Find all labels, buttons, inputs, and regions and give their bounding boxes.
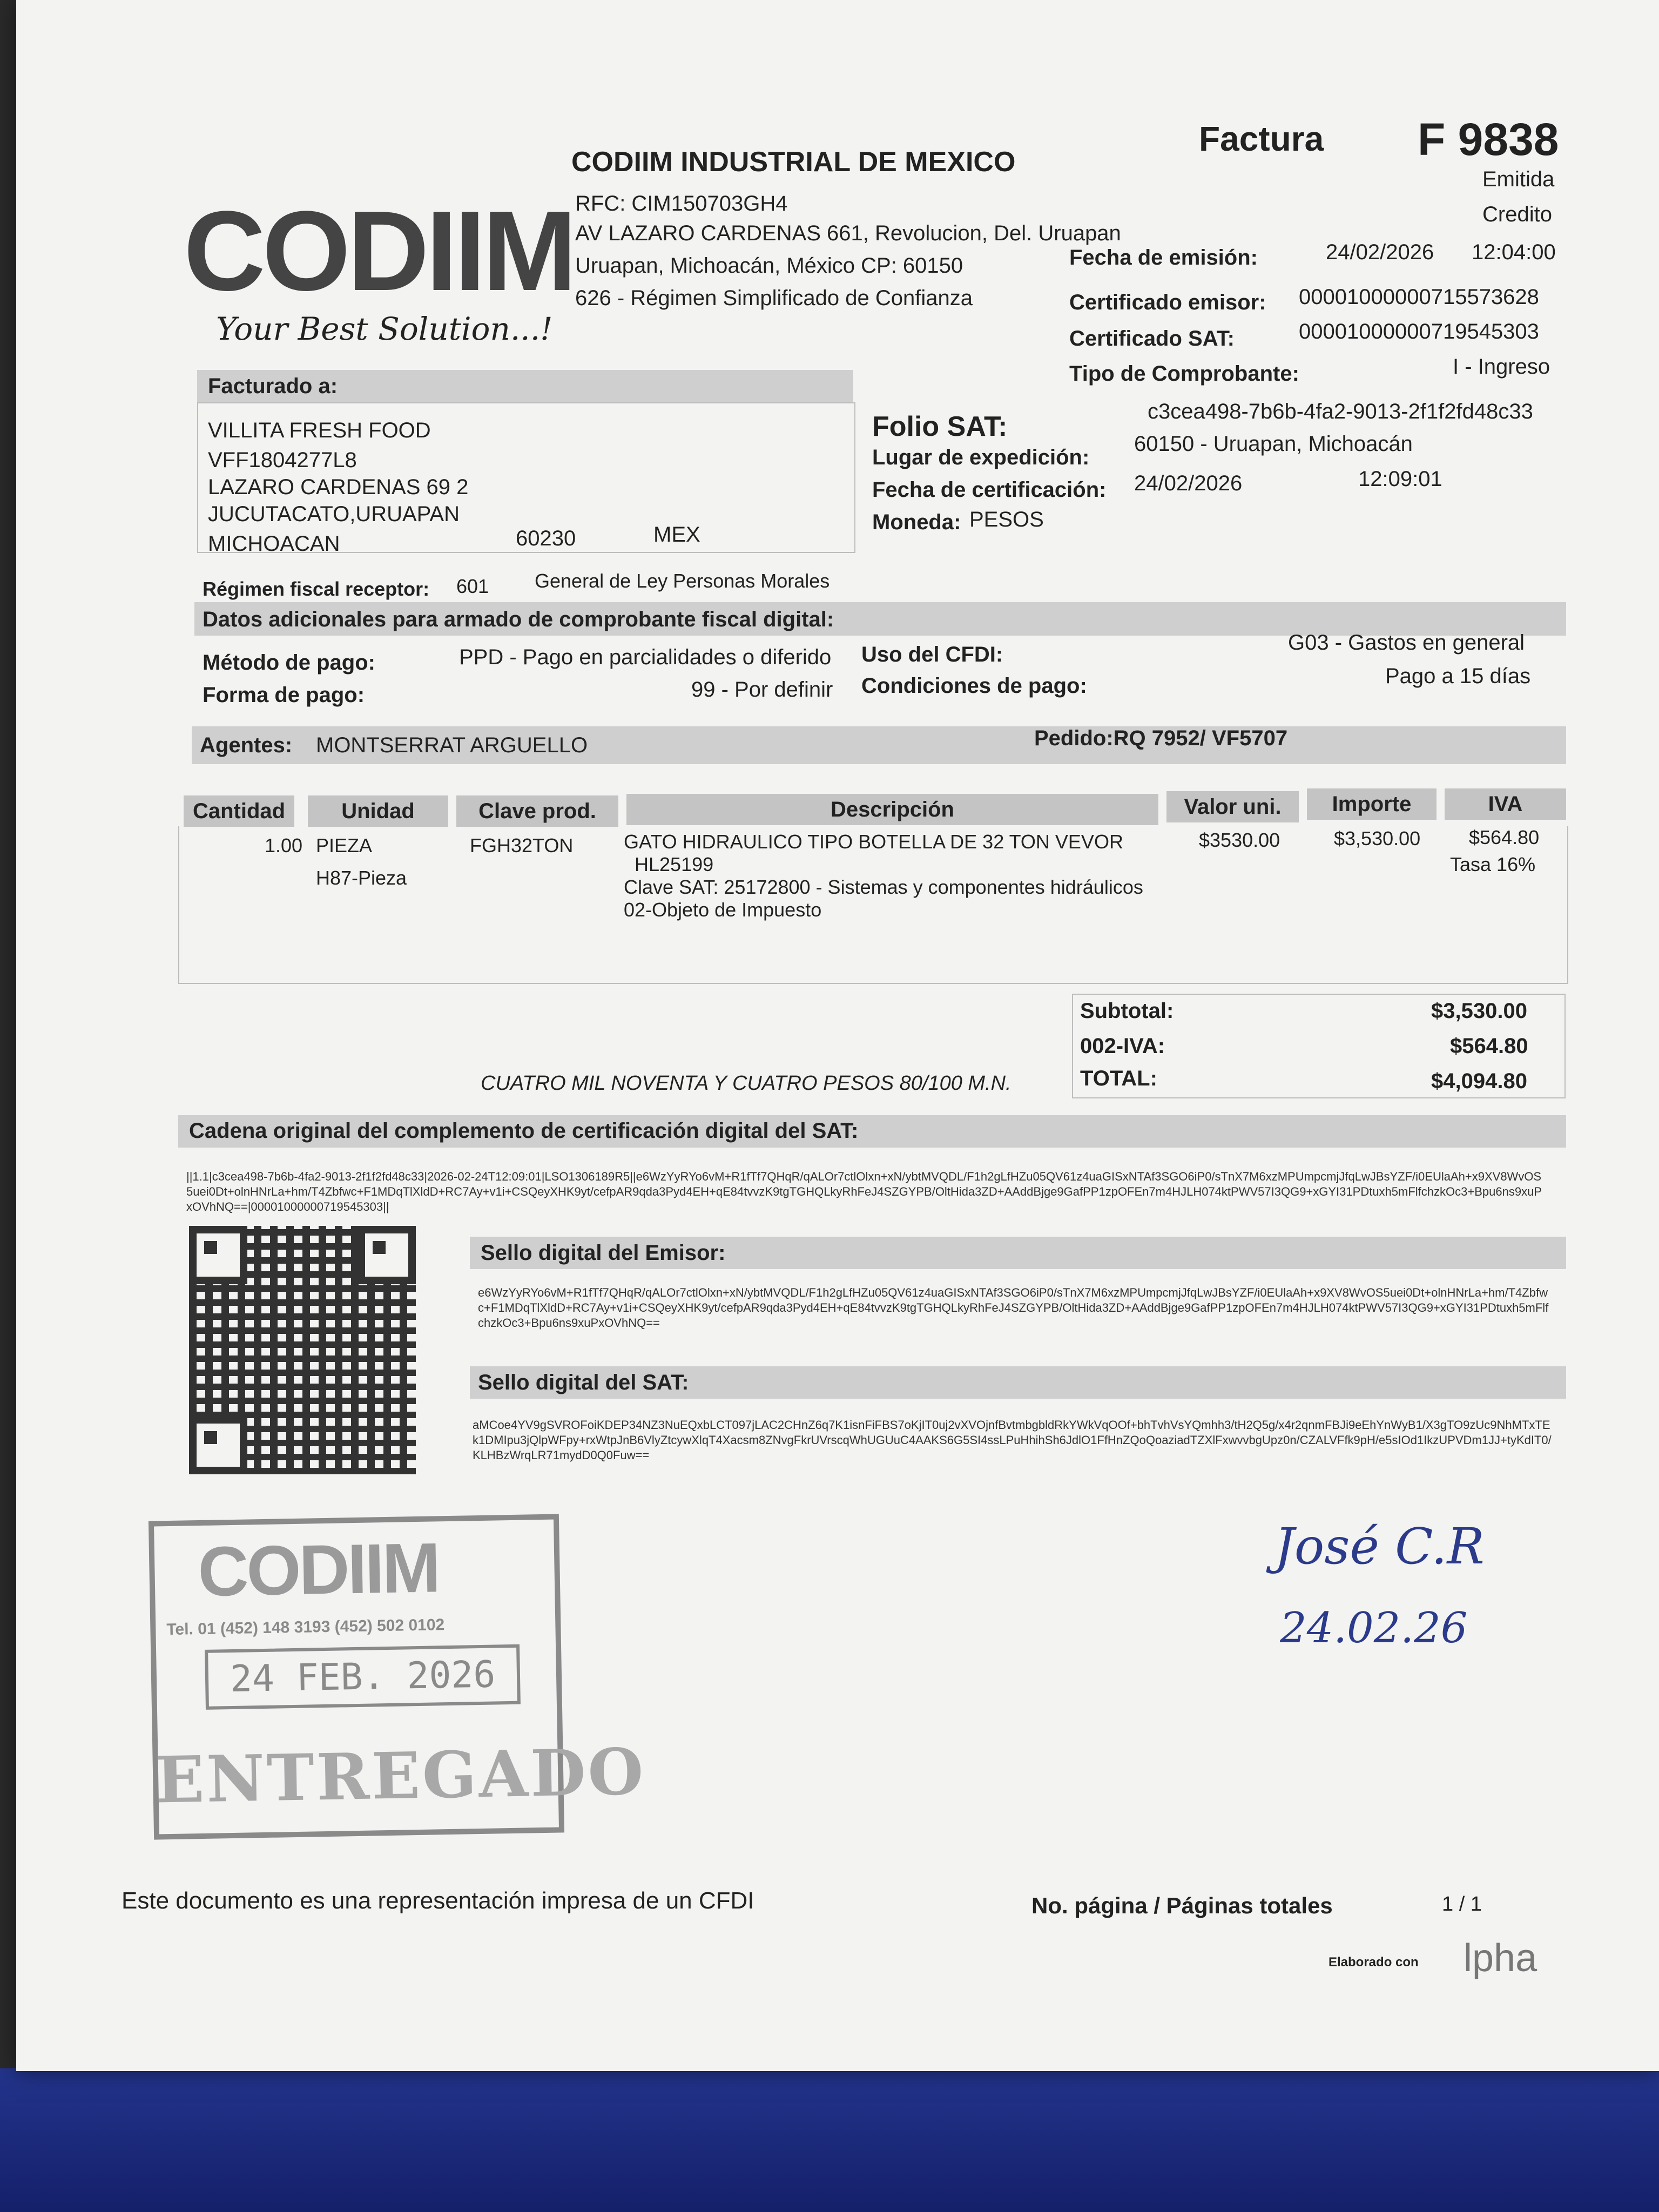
regimen-label: Régimen fiscal receptor: <box>203 578 430 600</box>
item-importe: $3,530.00 <box>1334 827 1421 849</box>
iva-label: 002-IVA: <box>1080 1034 1165 1058</box>
condiciones-label: Condiciones de pago: <box>861 674 1087 698</box>
stamp-status: ENTREGADO <box>155 1734 646 1818</box>
iva-value: $564.80 <box>1450 1034 1528 1058</box>
pages-label: No. página / Páginas totales <box>1031 1893 1333 1918</box>
alpha-logo: lpha <box>1464 1937 1537 1980</box>
invoice-paper <box>16 0 1659 2071</box>
pages-value: 1 / 1 <box>1442 1893 1482 1916</box>
folio-label: Folio SAT: <box>872 411 1008 442</box>
sello-sat-text: aMCoe4YV9gSVROFoiKDEP34NZ3NuEQxbLCT097jLAC2CHnZ6q7K1isnFiFBS7oKjIT0uj2vXVOjnfBvtmbgbldRkYWkVqOOf+bhTvhVsYQmhh3/tH2Q5g/x4r2qnmFBJi9eEhYnWyB1/X3gTO9zUc9NhMTxTEk1DMIpu3jQlpWFpy+rxWtpJnB6VlyZtcywXlqT4Xacsm8ZNvgFkrUVrscqWhUGUuC4AAKS6G5SI4ssLPuHhihSh6JdlO1FfHnZQoQoaziadTZXlFxwvvbgUpz0n/CZALVFfk9pH/e5sIOd1IkzUPVDm1JJ+tyKdIT0/KLHBzWrqLR71mydD0Q0Fuw== <box>473 1418 1552 1462</box>
moneda-value: PESOS <box>969 508 1044 531</box>
item-tasa: Tasa 16% <box>1450 853 1536 875</box>
signature-name: José C.R <box>1274 1518 1485 1575</box>
cert-sat-label: Certificado SAT: <box>1069 327 1235 350</box>
company-logo: CODIIM <box>184 187 574 314</box>
fecha-emision-time: 12:04:00 <box>1472 240 1556 264</box>
company-slogan: Your Best Solution...! <box>216 311 553 347</box>
col-descripcion: Descripción <box>626 794 1158 825</box>
additional-title: Datos adicionales para armado de comprobante fiscal digital: <box>203 608 834 631</box>
item-desc-2: HL25199 <box>635 853 714 875</box>
made-with-label: Elaborado con <box>1328 1955 1419 1970</box>
client-cp: 60230 <box>516 527 576 550</box>
total-in-words: CUATRO MIL NOVENTA Y CUATRO PESOS 80/100 M.N. <box>481 1072 1011 1095</box>
sello-emisor-title: Sello digital del Emisor: <box>481 1241 726 1265</box>
item-iva: $564.80 <box>1469 826 1540 848</box>
stamp-tel: Tel. 01 (452) 148 3193 (452) 502 0102 <box>166 1616 445 1639</box>
fecha-emision-date: 24/02/2026 <box>1326 240 1434 264</box>
lugar-value: 60150 - Uruapan, Michoacán <box>1134 432 1413 456</box>
client-city: JUCUTACATO,URUAPAN <box>208 502 460 526</box>
stamp-date: 24 FEB. 2026 <box>205 1644 521 1710</box>
agentes-value: MONTSERRAT ARGUELLO <box>316 733 588 757</box>
folio-value: c3cea498-7b6b-4fa2-9013-2f1f2fd48c33 <box>1148 400 1533 423</box>
background-fabric <box>0 2068 1659 2212</box>
uso-value: G03 - Gastos en general <box>1288 631 1525 655</box>
cert-sat-value: 00001000000719545303 <box>1299 320 1539 343</box>
client-title: Facturado a: <box>208 374 338 398</box>
col-unidad: Unidad <box>308 795 448 827</box>
tipo-value: I - Ingreso <box>1453 355 1550 379</box>
col-clave: Clave prod. <box>456 795 618 827</box>
forma-label: Forma de pago: <box>203 683 365 707</box>
col-importe: Importe <box>1307 788 1437 820</box>
client-street: LAZARO CARDENAS 69 2 <box>208 475 469 499</box>
agentes-label: Agentes: <box>200 733 293 757</box>
doc-number: F 9838 <box>1418 114 1559 165</box>
sello-sat-title: Sello digital del SAT: <box>478 1371 689 1394</box>
col-cantidad: Cantidad <box>184 795 294 827</box>
doc-status: Emitida <box>1482 167 1555 191</box>
cert-emisor-value: 00001000000715573628 <box>1299 285 1539 309</box>
item-desc-1: GATO HIDRAULICO TIPO BOTELLA DE 32 TON VEVOR <box>624 831 1123 853</box>
company-name: CODIIM INDUSTRIAL DE MEXICO <box>571 146 1016 178</box>
metodo-label: Método de pago: <box>203 651 375 675</box>
item-desc-3: Clave SAT: 25172800 - Sistemas y componentes hidráulicos <box>624 876 1143 898</box>
doc-type: Factura <box>1199 119 1324 158</box>
moneda-label: Moneda: <box>872 510 961 534</box>
col-iva: IVA <box>1445 788 1566 820</box>
fecha-cert-time: 12:09:01 <box>1358 467 1442 491</box>
company-address-1: AV LAZARO CARDENAS 661, Revolucion, Del. Uruapan <box>575 221 1121 245</box>
item-unidad-sat: H87-Pieza <box>316 867 407 889</box>
client-rfc: VFF1804277L8 <box>208 448 357 472</box>
qr-code <box>189 1226 416 1474</box>
stamp-logo: CODIIM <box>197 1528 440 1611</box>
tipo-label: Tipo de Comprobante: <box>1069 362 1299 386</box>
cert-emisor-label: Certificado emisor: <box>1069 291 1266 314</box>
signature-date: 24.02.26 <box>1280 1604 1468 1653</box>
metodo-value: PPD - Pago en parcialidades o diferido <box>459 645 832 669</box>
subtotal-value: $3,530.00 <box>1431 999 1527 1023</box>
doc-payment-type: Credito <box>1482 203 1552 226</box>
total-value: $4,094.80 <box>1431 1069 1527 1093</box>
company-rfc: RFC: CIM150703GH4 <box>575 192 788 215</box>
condiciones-value: Pago a 15 días <box>1385 664 1531 688</box>
item-desc-4: 02-Objeto de Impuesto <box>624 899 822 921</box>
cadena-title: Cadena original del complemento de certificación digital del SAT: <box>189 1119 859 1143</box>
sello-emisor-text: e6WzYyRYo6vM+R1fTf7QHqR/qALOr7ctlOlxn+xN/ybtMVQDL/F1h2gLfHZu05QV61z4uaGISxNTAf3SGO6iP0/sTnX7M6xzMPUmpcmjJfqLwJBsYZF/i0EUlaAh+x9XV8WvOS5uei0Dt+olnHNrLa+hm/T4Zbfwc+F1MDqTlXldD+RC7Ay+v1i+CSQeyXHK9yt/cefpAR9qda3Pyd4EH+qE84tvvzK9tgTGHQLkyRhFeJ4SZGYPB/OltHida3ZD+AAddBjge9GafPP1zpOFEn7m4HJLH074ktPWV57I3QG9+xGYI31PDtuxh5mFlfchzkOc3+Bpu6ns9xuPxOVhNQ== <box>478 1286 1549 1330</box>
client-state: MICHOACAN <box>208 532 340 556</box>
subtotal-label: Subtotal: <box>1080 999 1174 1023</box>
pedido: Pedido:RQ 7952/ VF5707 <box>1034 726 1288 750</box>
footer-note: Este documento es una representación impresa de un CFDI <box>122 1887 754 1914</box>
regimen-desc: General de Ley Personas Morales <box>535 570 830 592</box>
fecha-cert-date: 24/02/2026 <box>1134 471 1243 495</box>
company-regime: 626 - Régimen Simplificado de Confianza <box>575 286 973 310</box>
delivered-stamp <box>149 1514 646 1839</box>
uso-label: Uso del CFDI: <box>861 643 1003 666</box>
item-clave: FGH32TON <box>470 834 574 857</box>
fecha-emision-label: Fecha de emisión: <box>1069 246 1258 269</box>
cadena-text: ||1.1|c3cea498-7b6b-4fa2-9013-2f1f2fd48c33|2026-02-24T12:09:01|LSO1306189R5||e6WzYyRYo6vM+R1fTf7QHqR/qALOr7ctlOlxn+xN/ybtMVQDL/F1h2gLfHZu05QV61z4uaGISxNTAf3SGO6iP0/sTnX7M6xzMPUmpcmjJfqLwJBsYZF/i0EUlaAh+x9XV8WvOS5uei0Dt+olnHNrLa+hm/T4Zbfwc+F1MDqTlXldD+RC7Ay+v1i+CSQeyXHK9yt/cefpAR9qda3Pyd4EH+qE84tvvzK9tgTGHQLkyRhFeJ4SZGYPB/OltHida3ZD+AAddBjge9GafPP1zpOFEn7m4HJLH074ktPWV57I3QG9+xGYI31PDtuxh5mFlfchzkOc3+Bpu6ns9xuPxOVhNQ==|00001000000719545303|| <box>186 1170 1542 1213</box>
company-address-2: Uruapan, Michoacán, México CP: 60150 <box>575 254 963 278</box>
item-cantidad: 1.00 <box>265 834 303 857</box>
regimen-code: 601 <box>456 575 489 597</box>
col-valor: Valor uni. <box>1166 791 1299 822</box>
item-valor: $3530.00 <box>1199 829 1280 851</box>
lugar-label: Lugar de expedición: <box>872 446 1090 469</box>
client-name: VILLITA FRESH FOOD <box>208 419 431 442</box>
total-label: TOTAL: <box>1080 1067 1157 1090</box>
forma-value: 99 - Por definir <box>691 678 833 702</box>
item-unidad: PIEZA <box>316 834 373 857</box>
client-country: MEX <box>653 523 700 547</box>
fecha-cert-label: Fecha de certificación: <box>872 478 1107 502</box>
